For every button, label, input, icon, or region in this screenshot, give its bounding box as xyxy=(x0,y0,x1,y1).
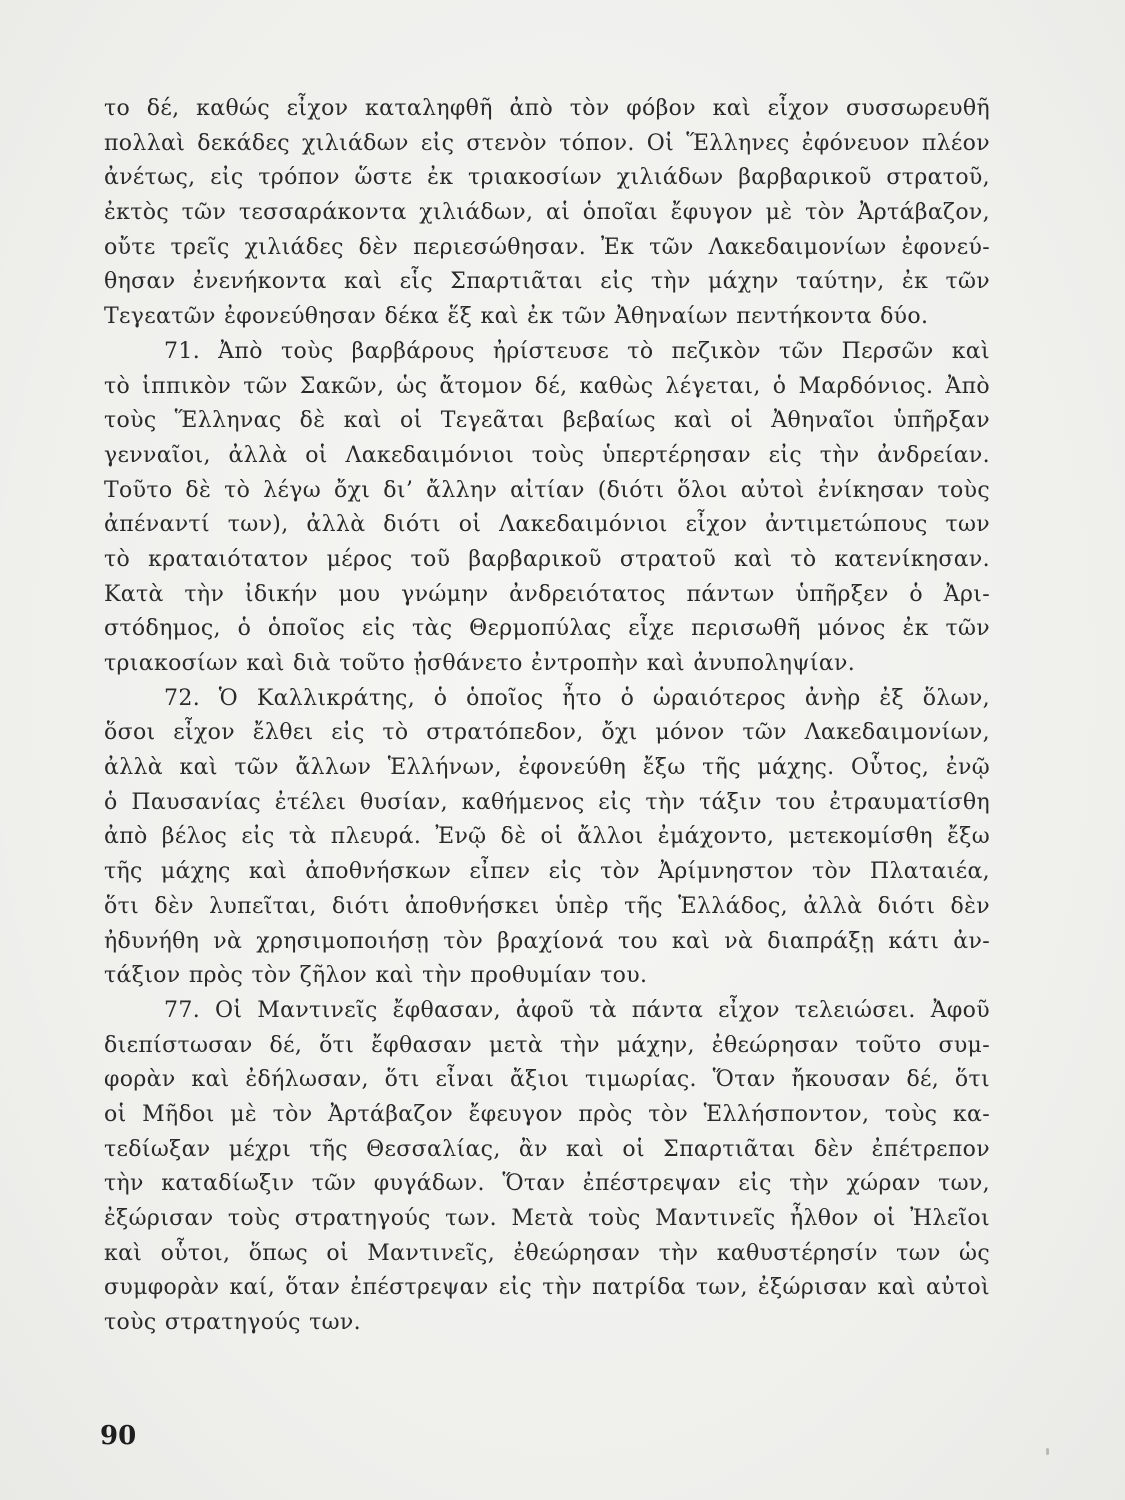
text-line: καὶ οὗτοι, ὅπως οἱ Μαντινεῖς, ἐθεώρησαν τὴν καθυστέρησίν των ὡς xyxy=(104,1240,990,1266)
text-line: ὁ Παυσανίας ἐτέλει θυσίαν, καθήμενος εἰς τὴν τάξιν του ἐτραυματίσθη xyxy=(104,789,990,815)
text-line: θησαν ἐνενήκοντα καὶ εἷς Σπαρτιᾶται εἰς τὴν μάχην ταύτην, ἐκ τῶν xyxy=(104,269,990,295)
text-line: διεπίστωσαν δέ, ὅτι ἔφθασαν μετὰ τὴν μάχην, ἐθεώρησαν τοῦτο συμ- xyxy=(104,1032,990,1058)
text-line: γενναῖοι, ἀλλὰ οἱ Λακεδαιμόνιοι τοὺς ὑπερτέρησαν εἰς τὴν ἀνδρείαν. xyxy=(104,442,990,468)
text-line: οἱ Μῆδοι μὲ τὸν Ἀρτάβαζον ἔφευγον πρὸς τὸν Ἑλλήσποντον, τοὺς κα- xyxy=(104,1101,990,1127)
text-line: ἀπὸ βέλος εἰς τὰ πλευρά. Ἐνῷ δὲ οἱ ἄλλοι ἐμάχοντο, μετεκομίσθη ἔξω xyxy=(104,824,990,850)
text-line: Κατὰ τὴν ἰδικήν μου γνώμην ἀνδρειότατος πάντων ὑπῆρξεν ὁ Ἀρι- xyxy=(104,581,990,607)
text-line: ὅτι δὲν λυπεῖται, διότι ἀποθνήσκει ὑπὲρ τῆς Ἑλλάδος, ἀλλὰ διότι δὲν xyxy=(104,893,990,919)
text-line: τῆς μάχης καὶ ἀποθνήσκων εἶπεν εἰς τὸν Ἀρίμνηστον τὸν Πλαταιέα, xyxy=(104,859,990,885)
text-line: ἀνέτως, εἰς τρόπον ὥστε ἐκ τριακοσίων χιλιάδων βαρβαρικοῦ στρατοῦ, xyxy=(104,165,990,191)
page-number: 90 xyxy=(100,1421,137,1451)
text-line: τὸ κραταιότατον μέρος τοῦ βαρβαρικοῦ στρατοῦ καὶ τὸ κατενίκησαν. xyxy=(104,546,990,572)
text-line: τάξιον πρὸς τὸν ζῆλον καὶ τὴν προθυμίαν του. xyxy=(104,963,648,989)
text-line: ὅσοι εἶχον ἔλθει εἰς τὸ στρατόπεδον, ὄχι μόνον τῶν Λακεδαιμονίων, xyxy=(104,720,990,746)
text-line: συμφορὰν καί, ὅταν ἐπέστρεψαν εἰς τὴν πατρίδα των, ἐξώρισαν καὶ αὐτοὶ xyxy=(104,1275,990,1301)
text-line: ἐξώρισαν τοὺς στρατηγούς των. Μετὰ τοὺς Μαντινεῖς ἦλθον οἱ Ἠλεῖοι xyxy=(104,1206,990,1231)
text-line: οὔτε τρεῖς χιλιάδες δὲν περιεσώθησαν. Ἐκ τῶν Λακεδαιμονίων ἐφονεύ- xyxy=(104,234,990,260)
paper-speck xyxy=(1046,1448,1049,1455)
text-line: τριακοσίων καὶ διὰ τοῦτο ᾐσθάνετο ἐντροπὴν καὶ ἀνυποληψίαν. xyxy=(104,651,856,676)
body-text xyxy=(104,92,990,1341)
text-line: ἐκτὸς τῶν τεσσαράκοντα χιλιάδων, αἱ ὁποῖαι ἔφυγον μὲ τὸν Ἀρτάβαζον, xyxy=(104,200,990,226)
text-line: Τοῦτο δὲ τὸ λέγω ὄχι δι’ ἄλλην αἰτίαν (διότι ὅλοι αὐτοὶ ἐνίκησαν τοὺς xyxy=(104,477,990,503)
text-line: τοὺς στρατηγούς των. xyxy=(104,1310,361,1336)
text-line: τὸ ἱππικὸν τῶν Σακῶν, ὡς ἄτομον δέ, καθὼς λέγεται, ὁ Μαρδόνιος. Ἀπὸ xyxy=(104,373,990,399)
text-line: ἀλλὰ καὶ τῶν ἄλλων Ἑλλήνων, ἐφονεύθη ἔξω τῆς μάχης. Οὗτος, ἐνῷ xyxy=(104,755,990,781)
text-line: τὴν καταδίωξιν τῶν φυγάδων. Ὅταν ἐπέστρεψαν εἰς τὴν χώραν των, xyxy=(104,1171,990,1197)
text-line: στόδημος, ὁ ὁποῖος εἰς τὰς Θερμοπύλας εἶχε περισωθῆ μόνος ἐκ τῶν xyxy=(104,616,990,642)
text-line: τοὺς Ἕλληνας δὲ καὶ οἱ Τεγεᾶται βεβαίως καὶ οἱ Ἀθηναῖοι ὑπῆρξαν xyxy=(104,408,990,434)
text-line: ἠδυνήθη νὰ χρησιμοποιήσῃ τὸν βραχίονά του καὶ νὰ διαπράξῃ κάτι ἀν- xyxy=(104,928,990,954)
text-line: φορὰν καὶ ἐδήλωσαν, ὅτι εἶναι ἄξιοι τιμωρίας. Ὅταν ἤκουσαν δέ, ὅτι xyxy=(104,1067,990,1093)
text-line: 72. Ὁ Καλλικράτης, ὁ ὁποῖος ἦτο ὁ ὡραιότερος ἀνὴρ ἐξ ὅλων, xyxy=(164,685,990,711)
text-line: το δέ, καθώς εἶχον καταληφθῆ ἀπὸ τὸν φόβον καὶ εἶχον συσσωρευθῆ xyxy=(104,96,990,121)
text-line: ἀπέναντί των), ἀλλὰ διότι οἱ Λακεδαιμόνιοι εἶχον ἀντιμετώπους των xyxy=(104,512,990,538)
text-line: 71. Ἀπὸ τοὺς βαρβάρους ἠρίστευσε τὸ πεζικὸν τῶν Περσῶν καὶ xyxy=(164,338,990,364)
text-line: 77. Οἱ Μαντινεῖς ἔφθασαν, ἀφοῦ τὰ πάντα εἶχον τελειώσει. Ἀφοῦ xyxy=(164,997,990,1023)
text-line: τεδίωξαν μέχρι τῆς Θεσσαλίας, ἂν καὶ οἱ Σπαρτιᾶται δὲν ἐπέτρεπον xyxy=(104,1136,990,1162)
text-line: Τεγεατῶν ἐφονεύθησαν δέκα ἕξ καὶ ἐκ τῶν Ἀθηναίων πεντήκοντα δύο. xyxy=(104,304,929,330)
text-line: πολλαὶ δεκάδες χιλιάδων εἰς στενὸν τόπον. Οἱ Ἕλληνες ἐφόνευον πλέον xyxy=(104,130,990,156)
